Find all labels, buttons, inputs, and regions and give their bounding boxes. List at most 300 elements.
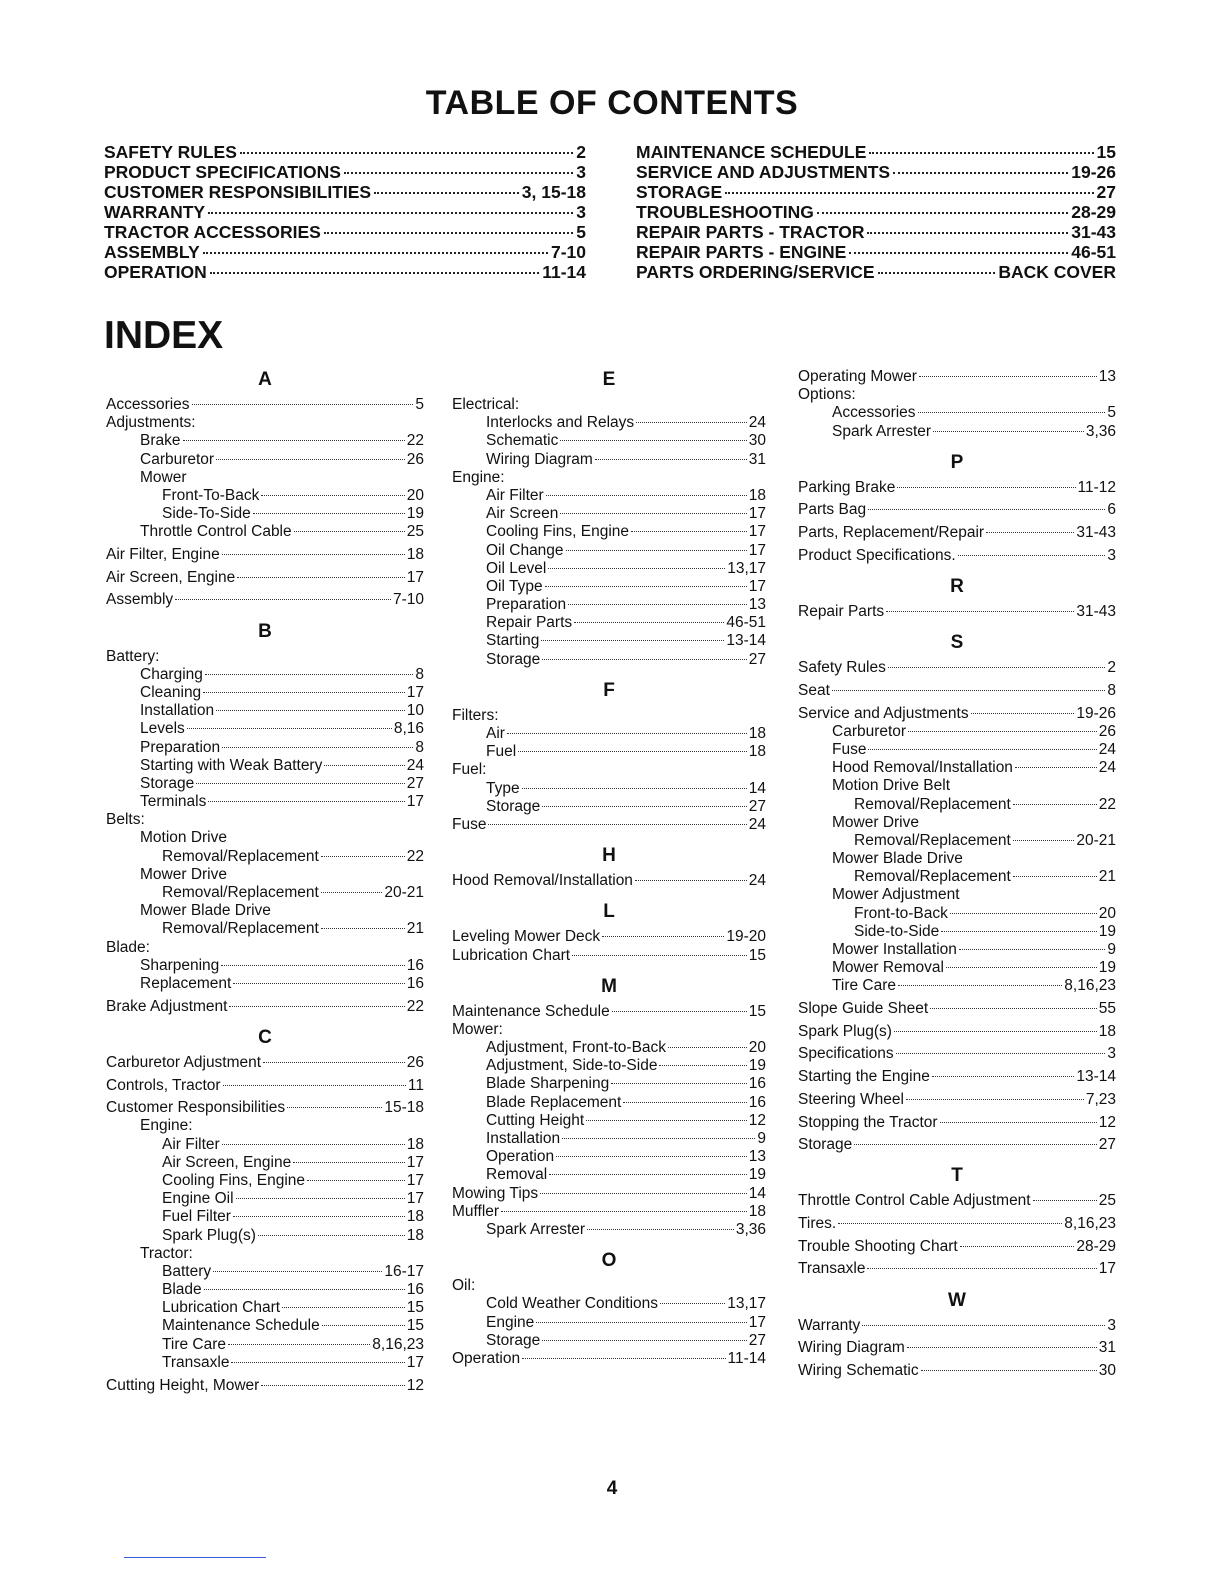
index-subheading: Battery: [106, 647, 160, 665]
dot-leader [546, 495, 747, 496]
toc-entry [104, 182, 586, 202]
index-entry [106, 666, 424, 684]
index-entry-page: 31-43 [1076, 603, 1116, 620]
dot-leader [623, 1102, 746, 1103]
index-entry-page: 8,16,23 [372, 1335, 424, 1353]
dot-leader [233, 983, 404, 984]
index-entry-page: 20 [1098, 904, 1116, 922]
dot-leader [507, 733, 747, 734]
dot-leader [549, 1174, 747, 1175]
toc-entry-label: TRACTOR ACCESSORIES [104, 222, 321, 242]
toc-entry [104, 222, 586, 242]
toc-entry-label: REPAIR PARTS - TRACTOR [636, 222, 865, 242]
index-entry-label: Customer Responsibilities [106, 1099, 286, 1117]
dot-leader [921, 1370, 1097, 1371]
index-entry-label: Replacement [140, 974, 232, 992]
index-entry-label: Blade Sharpening [486, 1075, 610, 1093]
index-entry-label: Side-To-Side [162, 505, 251, 523]
index-entry-page: 16-17 [384, 1262, 424, 1280]
index-entry-label: Schematic [486, 432, 559, 450]
index-entry [798, 423, 1116, 441]
index-entry-label: Charging [140, 665, 203, 683]
index-letter-heading: M [601, 975, 617, 997]
toc-entry-label: ASSEMBLY [104, 242, 200, 262]
index-entry [798, 1317, 1116, 1335]
dot-leader [568, 604, 747, 605]
toc-entry [636, 142, 1116, 162]
index-entry [452, 614, 766, 632]
dot-leader [560, 440, 746, 441]
dot-leader [183, 440, 405, 441]
index-entry [452, 928, 766, 946]
index-entry [798, 1114, 1116, 1132]
dot-leader [612, 1011, 747, 1012]
index-entry [106, 702, 424, 720]
index-entry [106, 487, 424, 505]
toc-entry-page: 3 [576, 162, 586, 182]
index-entry-label: Fuel Filter [162, 1208, 231, 1226]
index-entry [452, 596, 766, 614]
index-entry-page: 15 [748, 946, 766, 964]
dot-leader [261, 1385, 404, 1386]
index-entry-page: 27 [748, 650, 766, 668]
dot-leader [631, 531, 747, 532]
index-entry-page: 3,36 [735, 1220, 766, 1238]
dot-leader [522, 788, 747, 789]
index-entry [106, 1077, 424, 1095]
index-entry [452, 632, 766, 650]
toc-entry [636, 242, 1116, 262]
dot-leader [233, 1216, 405, 1217]
index-entry-label: Brake Adjustment [106, 997, 228, 1015]
index-entry [452, 1314, 766, 1332]
dot-leader [556, 1156, 747, 1157]
index-entry-label: Transaxle [798, 1260, 866, 1278]
dot-leader [867, 232, 1068, 234]
index-subheading: Options: [798, 386, 856, 404]
index-entry [106, 793, 424, 811]
index-entry-page: 17 [406, 1153, 424, 1171]
index-entry-label: Tire Care [162, 1335, 227, 1353]
index-entry-label: Air [486, 725, 505, 742]
index-entry-page: 17 [748, 1313, 766, 1331]
index-entry-page: 26 [406, 450, 424, 468]
index-entry-label: Mower Removal [832, 959, 944, 977]
dot-leader [817, 212, 1068, 214]
dot-leader [322, 1325, 405, 1326]
index-entry [106, 1099, 424, 1117]
index-entry [798, 723, 1116, 741]
dot-leader [501, 1211, 747, 1212]
toc-entry-page: 19-26 [1071, 162, 1116, 182]
index-entry [452, 1003, 766, 1021]
index-entry-label: Fuse [452, 815, 487, 833]
index-subheading: Tractor: [140, 1244, 193, 1262]
index-entry-page: 15-18 [384, 1099, 424, 1117]
index-entry-label: Operation [486, 1148, 555, 1166]
dot-leader [906, 1099, 1084, 1100]
index-entry [798, 1215, 1116, 1233]
index-entry-label: Product Specifications. [798, 546, 956, 564]
index-entry-page: 17 [748, 505, 766, 523]
toc-entry [636, 202, 1116, 222]
index-entry-page: 7,23 [1085, 1090, 1116, 1108]
index-entry-label: Storage [486, 650, 541, 668]
index-entry-label: Storage [486, 1331, 541, 1349]
index-entry-label: Oil Level [486, 559, 547, 577]
index-entry-page: 8 [415, 738, 424, 756]
index-entry [106, 975, 424, 993]
index-entry-page: 17 [748, 541, 766, 559]
dot-leader [986, 532, 1074, 533]
index-entry-label: Cutting Height, Mower [106, 1376, 260, 1394]
index-entry [452, 1039, 766, 1057]
dot-leader [908, 731, 1097, 732]
dot-leader [540, 1193, 747, 1194]
index-entry-label: Trouble Shooting Chart [798, 1237, 958, 1255]
dot-leader [321, 928, 405, 929]
dot-leader [187, 728, 392, 729]
index-subheading: Mower Drive [832, 813, 919, 831]
dot-leader [344, 172, 573, 174]
dot-leader [854, 1144, 1096, 1145]
index-entry-page: 19 [748, 1057, 766, 1075]
dot-leader [307, 1180, 405, 1181]
dot-leader [522, 1358, 725, 1359]
index-entry-page: 22 [406, 432, 424, 450]
index-entry [798, 1136, 1116, 1154]
dot-leader [374, 192, 519, 194]
index-entry [106, 432, 424, 450]
index-subheading: Mower: [452, 1020, 503, 1038]
index-entry-label: Oil Type [486, 577, 543, 595]
index-entry-label: Mowing Tips [452, 1184, 539, 1202]
index-entry-label: Throttle Control Cable [140, 523, 292, 541]
index-entry-label: Carburetor [832, 722, 907, 740]
index-entry-page: 17 [406, 793, 424, 811]
index-subheading: Mower Adjustment [832, 886, 960, 904]
index-entry-page: 5 [1107, 404, 1116, 422]
toc-entry-page: 2 [576, 142, 586, 162]
toc-entry [636, 222, 1116, 242]
dot-leader [293, 1162, 405, 1163]
index-entry-label: Storage [798, 1136, 853, 1154]
index-entry-label: Seat [798, 681, 830, 699]
index-entry-label: Leveling Mower Deck [452, 928, 601, 946]
index-entry-label: Controls, Tractor [106, 1076, 221, 1094]
dot-leader [321, 892, 383, 893]
index-entry [452, 1057, 766, 1075]
dot-leader [668, 1047, 747, 1048]
index-letter-heading: H [602, 845, 616, 867]
index-entry-page: 20-21 [384, 884, 424, 901]
dot-leader [229, 1006, 404, 1007]
index-entry-label: Tires. [798, 1215, 837, 1233]
index-entry [798, 603, 1116, 621]
index-entry-page: 19-26 [1076, 704, 1116, 722]
index-entry-page: 14 [748, 1184, 766, 1202]
index-entry-page: 19 [748, 1166, 766, 1184]
toc-left-column [104, 142, 586, 282]
index-entry [106, 1336, 424, 1354]
index-entry-page: 16 [748, 1075, 766, 1093]
dot-leader [488, 824, 746, 825]
index-entry-page: 26 [406, 1053, 424, 1071]
index-entry [798, 1192, 1116, 1210]
index-entry-label: Spark Plug(s) [162, 1226, 256, 1244]
dot-leader [867, 1268, 1096, 1269]
index-subheading: Filters: [452, 706, 499, 724]
index-entry-label: Operating Mower [798, 368, 917, 385]
dot-leader [941, 931, 1096, 932]
dot-leader [240, 152, 573, 154]
index-entry-page: 25 [1098, 1192, 1116, 1210]
index-entry [106, 1208, 424, 1226]
index-entry-page: 24 [1098, 740, 1116, 758]
dot-leader [237, 577, 405, 578]
index-entry-page: 18 [406, 1135, 424, 1153]
index-column-3 [798, 368, 1116, 1380]
index-entry-label: Sharpening [140, 956, 220, 974]
dot-leader [258, 1235, 405, 1236]
dot-leader [253, 513, 405, 514]
index-entry-page: 24 [1098, 759, 1116, 777]
index-entry [798, 524, 1116, 542]
dot-leader [586, 1120, 747, 1121]
index-entry [452, 1112, 766, 1130]
dot-leader [725, 192, 1093, 194]
index-entry [798, 368, 1116, 386]
index-entry-label: Operation [452, 1349, 521, 1367]
dot-leader [562, 1138, 755, 1139]
index-entry-label: Air Filter [162, 1135, 220, 1153]
index-entry [106, 920, 424, 938]
dot-leader [205, 674, 413, 675]
toc-entry [104, 142, 586, 162]
index-entry-label: Storage [486, 797, 541, 815]
index-letter-heading: S [950, 632, 964, 654]
index-entry-label: Tire Care [832, 977, 897, 995]
index-entry-page: 27 [1098, 1136, 1116, 1154]
index-entry-page: 24 [406, 756, 424, 774]
dot-leader [231, 1362, 404, 1363]
index-entry-page: 8 [415, 665, 424, 683]
dot-leader [1013, 840, 1075, 841]
index-entry-page: 17 [406, 568, 424, 586]
index-entry-page: 22 [406, 847, 424, 865]
index-entry-label: Air Screen, Engine [162, 1153, 292, 1171]
toc-entry [636, 162, 1116, 182]
dot-leader [566, 550, 747, 551]
index-entry [106, 1227, 424, 1245]
index-entry-page: 11-12 [1077, 478, 1116, 496]
index-entry-page: 20-21 [1076, 831, 1116, 849]
index-entry [798, 1091, 1116, 1109]
index-entry-label: Lubrication Chart [162, 1299, 281, 1317]
index-entry-label: Wiring Diagram [798, 1339, 905, 1357]
dot-leader [208, 212, 573, 214]
dot-leader [548, 568, 725, 569]
toc-entry [104, 202, 586, 222]
dot-leader [196, 783, 404, 784]
toc-entry-page: 3 [576, 202, 586, 222]
dot-leader [611, 1083, 747, 1084]
index-entry-page: 13-14 [1076, 1068, 1116, 1086]
dot-leader [1013, 804, 1097, 805]
index-entry-page: 30 [748, 432, 766, 450]
index-entry-page: 15 [406, 1317, 424, 1335]
index-entry-page: 13 [1098, 368, 1116, 385]
index-entry [106, 591, 424, 609]
index-entry [798, 705, 1116, 723]
dot-leader [897, 487, 1075, 488]
index-entry-page: 25 [406, 523, 424, 541]
index-column-1 [106, 368, 424, 1395]
dot-leader [203, 692, 405, 693]
dot-leader [222, 1144, 405, 1145]
dot-leader [204, 1289, 405, 1290]
dot-leader [228, 1344, 370, 1345]
index-entry-label: Slope Guide Sheet [798, 1000, 929, 1018]
index-entry-page: 24 [748, 872, 766, 890]
index-entry-page: 5 [415, 396, 424, 413]
index-entry [798, 682, 1116, 700]
index-entry-label: Spark Plug(s) [798, 1022, 892, 1040]
index-entry [106, 848, 424, 866]
index-entry-page: 17 [748, 523, 766, 541]
dot-leader [216, 710, 405, 711]
dot-leader [950, 913, 1097, 914]
index-entry [106, 1154, 424, 1172]
index-entry-page: 9 [1107, 941, 1116, 958]
dot-leader [946, 967, 1097, 968]
toc-entry-label: OPERATION [104, 262, 207, 282]
index-entry [452, 451, 766, 469]
index-entry-label: Carburetor Adjustment [106, 1053, 262, 1071]
index-entry-label: Cutting Height [486, 1111, 585, 1129]
index-entry-label: Cooling Fins, Engine [162, 1171, 306, 1189]
dot-leader [919, 376, 1097, 377]
index-entry [106, 523, 424, 541]
dot-leader [1033, 1200, 1097, 1201]
index-entry-label: Levels [140, 720, 185, 738]
index-entry-label: Cooling Fins, Engine [486, 523, 630, 541]
dot-leader [869, 152, 1093, 154]
index-entry-page: 27 [748, 1331, 766, 1349]
toc-entry [104, 242, 586, 262]
index-entry [106, 775, 424, 793]
index-entry-label: Hood Removal/Installation [832, 759, 1013, 777]
index-entry-label: Cleaning [140, 683, 202, 701]
index-entry [106, 739, 424, 757]
index-entry-page: 16 [406, 1281, 424, 1299]
index-entry [106, 396, 424, 414]
index-entry-label: Fuse [832, 740, 867, 758]
index-subheading: Electrical: [452, 396, 520, 413]
index-entry [798, 759, 1116, 777]
index-entry [452, 432, 766, 450]
index-entry-label: Installation [140, 702, 215, 720]
index-subheading: Mower Blade Drive [140, 902, 271, 920]
index-entry [798, 1068, 1116, 1086]
toc-entry-page: BACK COVER [998, 262, 1116, 282]
index-subheading: Oil: [452, 1277, 476, 1295]
index-letter-heading: E [602, 369, 616, 390]
index-entry-label: Wiring Diagram [486, 450, 593, 468]
index-entry-label: Side-to-Side [854, 922, 940, 940]
dot-leader [223, 1085, 406, 1086]
index-entry-label: Terminals [140, 793, 207, 811]
index-entry-label: Preparation [486, 596, 567, 614]
index-entry-page: 18 [406, 1226, 424, 1244]
index-entry-label: Muffler [452, 1202, 500, 1220]
index-entry-page: 17 [406, 1353, 424, 1371]
index-entry [452, 798, 766, 816]
index-entry-label: Wiring Schematic [798, 1362, 919, 1379]
dot-leader [971, 713, 1075, 714]
index-entry-label: Parts Bag [798, 501, 867, 519]
dot-leader [659, 1065, 746, 1066]
index-entry-label: Preparation [140, 738, 221, 756]
index-entry-page: 17 [1098, 1260, 1116, 1278]
index-entry [452, 1185, 766, 1203]
index-entry [798, 1045, 1116, 1063]
dot-leader [222, 747, 413, 748]
index-entry-label: Repair Parts [486, 614, 573, 632]
index-letter-heading: T [951, 1165, 963, 1187]
index-entry [452, 1203, 766, 1221]
dot-leader [213, 1271, 382, 1272]
index-entry [106, 1377, 424, 1395]
index-entry [452, 523, 766, 541]
index-entry [452, 560, 766, 578]
index-entry-label: Safety Rules [798, 659, 886, 677]
index-entry [452, 725, 766, 743]
index-entry [798, 479, 1116, 497]
index-entry-page: 22 [1098, 795, 1116, 813]
index-entry-page: 18 [748, 486, 766, 504]
index-entry-label: Cold Weather Conditions [486, 1295, 659, 1313]
dot-leader [595, 459, 747, 460]
dot-leader [261, 495, 404, 496]
index-entry [798, 796, 1116, 814]
index-entry-page: 18 [406, 546, 424, 563]
index-entry [798, 941, 1116, 959]
toc-entry [636, 262, 1116, 282]
index-entry [452, 651, 766, 669]
index-entry-page: 18 [748, 725, 766, 742]
index-entry-page: 20 [748, 1039, 766, 1057]
index-entry [106, 1317, 424, 1335]
dot-leader [959, 949, 1105, 950]
index-entry-page: 12 [748, 1111, 766, 1129]
toc-entry-label: STORAGE [636, 182, 723, 202]
index-entry [106, 546, 424, 564]
index-entry-page: 18 [1098, 1022, 1116, 1040]
index-letter-heading: F [603, 679, 615, 701]
index-entry [106, 1299, 424, 1317]
dot-leader [541, 640, 724, 641]
index-entry-label: Air Filter, Engine [106, 546, 220, 563]
index-entry-page: 13-14 [726, 632, 766, 650]
dot-leader [907, 1347, 1097, 1348]
index-entry-label: Air Screen, Engine [106, 568, 236, 586]
dot-leader [868, 749, 1096, 750]
index-entry-page: 31 [748, 450, 766, 468]
index-entry-label: Specifications [798, 1045, 894, 1063]
index-entry-page: 28-29 [1076, 1237, 1116, 1255]
index-entry [106, 505, 424, 523]
